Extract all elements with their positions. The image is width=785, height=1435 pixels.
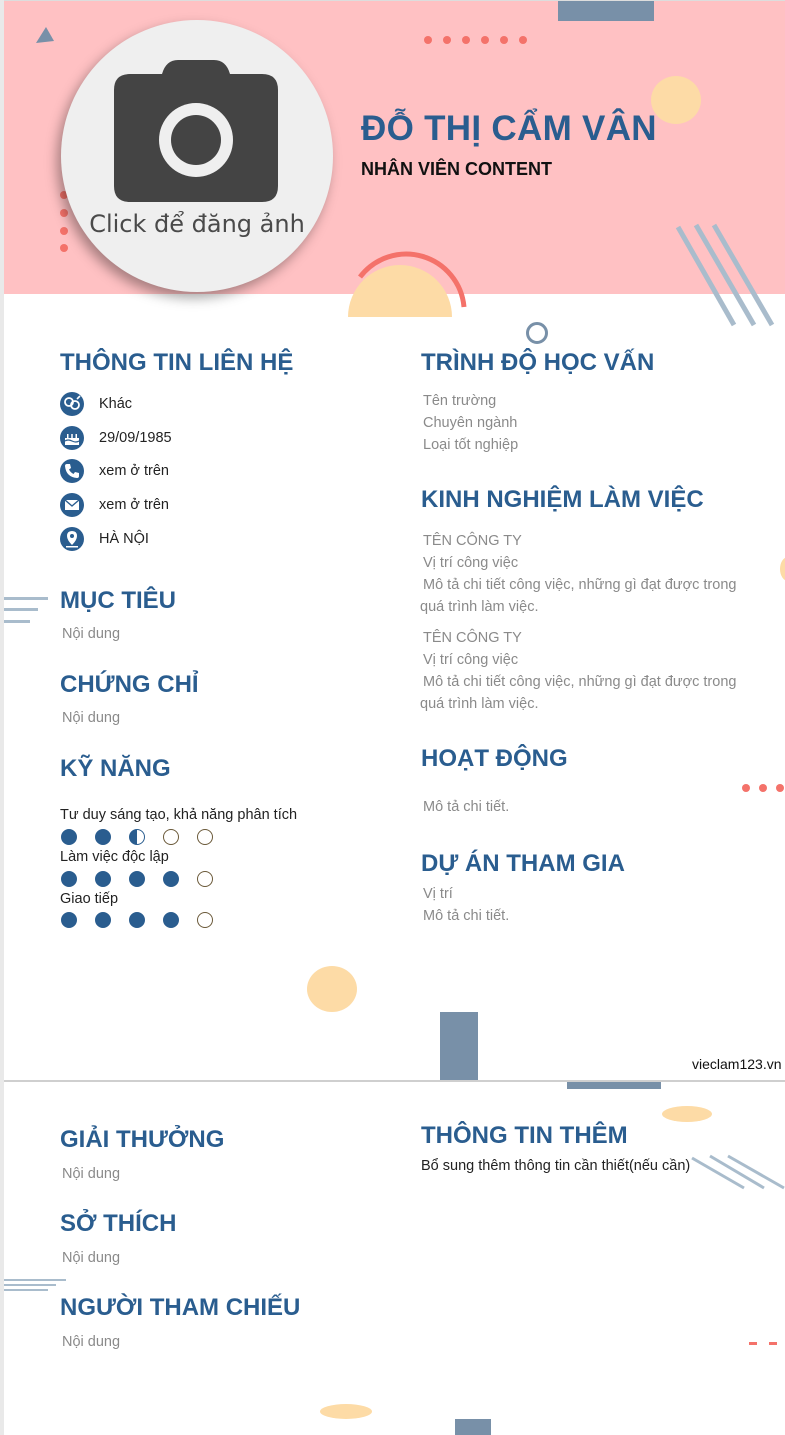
phone-icon — [60, 459, 84, 483]
header-bar-decoration — [558, 1, 654, 21]
certificates-content[interactable]: Nội dung — [62, 710, 121, 726]
edge-peach-decoration — [780, 557, 785, 581]
education-grade[interactable]: Loại tốt nghiệp — [423, 437, 519, 453]
bottom-bar-decoration — [455, 1419, 491, 1435]
skill-dot — [61, 871, 77, 887]
activities-description[interactable]: Mô tả chi tiết. — [423, 799, 510, 815]
bottom-peach-decoration — [320, 1404, 372, 1419]
email-value: xem ở trên — [99, 497, 169, 513]
skill-dot — [129, 912, 145, 928]
experience-description[interactable]: Mô tả chi tiết công việc, những gì đạt được trong quá trình làm việc. — [420, 674, 737, 712]
references-section-title: NGƯỜI THAM CHIẾU — [60, 1294, 301, 1321]
skill-dot — [197, 829, 213, 845]
skill-dot — [95, 912, 111, 928]
avatar-upload[interactable] — [61, 20, 333, 292]
top-bar-decoration — [567, 1082, 661, 1089]
projects-section-title: DỰ ÁN THAM GIA — [421, 850, 625, 877]
awards-content[interactable]: Nội dung — [62, 1166, 121, 1182]
birthday-value: 29/09/1985 — [99, 430, 172, 446]
experience-position[interactable]: Vị trí công việc — [423, 555, 519, 571]
camera-icon — [114, 60, 278, 204]
diagonal-lines-decoration — [688, 1154, 785, 1194]
experience-company[interactable]: TÊN CÔNG TY — [423, 630, 522, 646]
skill-dot — [163, 871, 179, 887]
bottom-peach-decoration — [307, 966, 357, 1012]
education-major[interactable]: Chuyên ngành — [423, 415, 518, 431]
references-content[interactable]: Nội dung — [62, 1334, 121, 1350]
skill-dot — [95, 829, 111, 845]
peach-circle-decoration — [651, 76, 701, 124]
experience-section-title: KINH NGHIỆM LÀM VIỆC — [421, 486, 704, 513]
skill-rating[interactable] — [61, 829, 221, 845]
education-section-title: TRÌNH ĐỘ HỌC VẤN — [421, 349, 655, 376]
cv-page-1 — [4, 0, 785, 1081]
skill-dot — [197, 871, 213, 887]
bottom-bar-decoration — [440, 1012, 478, 1081]
extra-info-section-title: THÔNG TIN THÊM — [421, 1122, 628, 1149]
objective-content[interactable]: Nội dung — [62, 626, 121, 642]
right-dash-decoration — [749, 1341, 781, 1347]
skill-name[interactable]: Giao tiếp — [60, 891, 119, 907]
gender-icon — [60, 392, 84, 416]
right-dots-decoration — [740, 782, 785, 794]
extra-info-content[interactable]: Bổ sung thêm thông tin cần thiết(nếu cần) — [421, 1158, 691, 1174]
skill-dot — [95, 871, 111, 887]
mail-icon — [60, 493, 84, 517]
diagonal-lines-decoration — [672, 221, 782, 331]
cv-page-2 — [4, 1082, 785, 1435]
semicircle-decoration — [330, 247, 470, 317]
projects-role[interactable]: Vị trí — [423, 886, 453, 902]
watermark: vieclam123.vn — [692, 1056, 782, 1072]
skill-name[interactable]: Tư duy sáng tạo, khả năng phân tích — [60, 807, 298, 823]
certificates-section-title: CHỨNG CHỈ — [60, 671, 199, 698]
skills-section-title: KỸ NĂNG — [60, 755, 171, 782]
skill-dot — [129, 871, 145, 887]
experience-position[interactable]: Vị trí công việc — [423, 652, 519, 668]
left-stripes-decoration — [4, 595, 50, 629]
location-icon — [60, 527, 84, 551]
left-stripes-decoration — [4, 1278, 68, 1292]
skill-dot — [163, 829, 179, 845]
awards-section-title: GIẢI THƯỞNG — [60, 1126, 225, 1153]
skill-dot — [129, 829, 145, 845]
experience-description[interactable]: Mô tả chi tiết công việc, những gì đạt được trong quá trình làm việc. — [420, 577, 737, 615]
job-title[interactable]: NHÂN VIÊN CONTENT — [361, 159, 553, 179]
skill-dot — [61, 829, 77, 845]
peach-ellipse-decoration — [662, 1106, 712, 1122]
skill-dot — [197, 912, 213, 928]
experience-company[interactable]: TÊN CÔNG TY — [423, 533, 522, 549]
candidate-name[interactable]: ĐỖ THỊ CẨM VÂN — [361, 109, 657, 148]
phone-value: xem ở trên — [99, 463, 169, 479]
activities-section-title: HOẠT ĐỘNG — [421, 745, 568, 772]
education-school[interactable]: Tên trường — [423, 393, 497, 409]
dotted-line-decoration — [422, 34, 534, 46]
hobbies-section-title: SỞ THÍCH — [60, 1210, 177, 1237]
ring-decoration — [526, 322, 548, 344]
hobbies-content[interactable]: Nội dung — [62, 1250, 121, 1266]
skill-dot — [61, 912, 77, 928]
projects-description[interactable]: Mô tả chi tiết. — [423, 908, 510, 924]
skill-rating[interactable] — [61, 912, 221, 928]
photo-upload-label: Click để đăng ảnh — [89, 210, 305, 238]
gender-value: Khác — [99, 396, 133, 412]
address-value: HÀ NỘI — [99, 531, 149, 547]
contact-section-title: THÔNG TIN LIÊN HỆ — [60, 349, 294, 376]
skill-dot — [163, 912, 179, 928]
triangle-decoration — [34, 25, 56, 45]
skill-rating[interactable] — [61, 871, 221, 887]
skill-name[interactable]: Làm việc độc lập — [60, 849, 169, 865]
cake-icon — [60, 426, 84, 450]
objective-section-title: MỤC TIÊU — [60, 587, 176, 614]
